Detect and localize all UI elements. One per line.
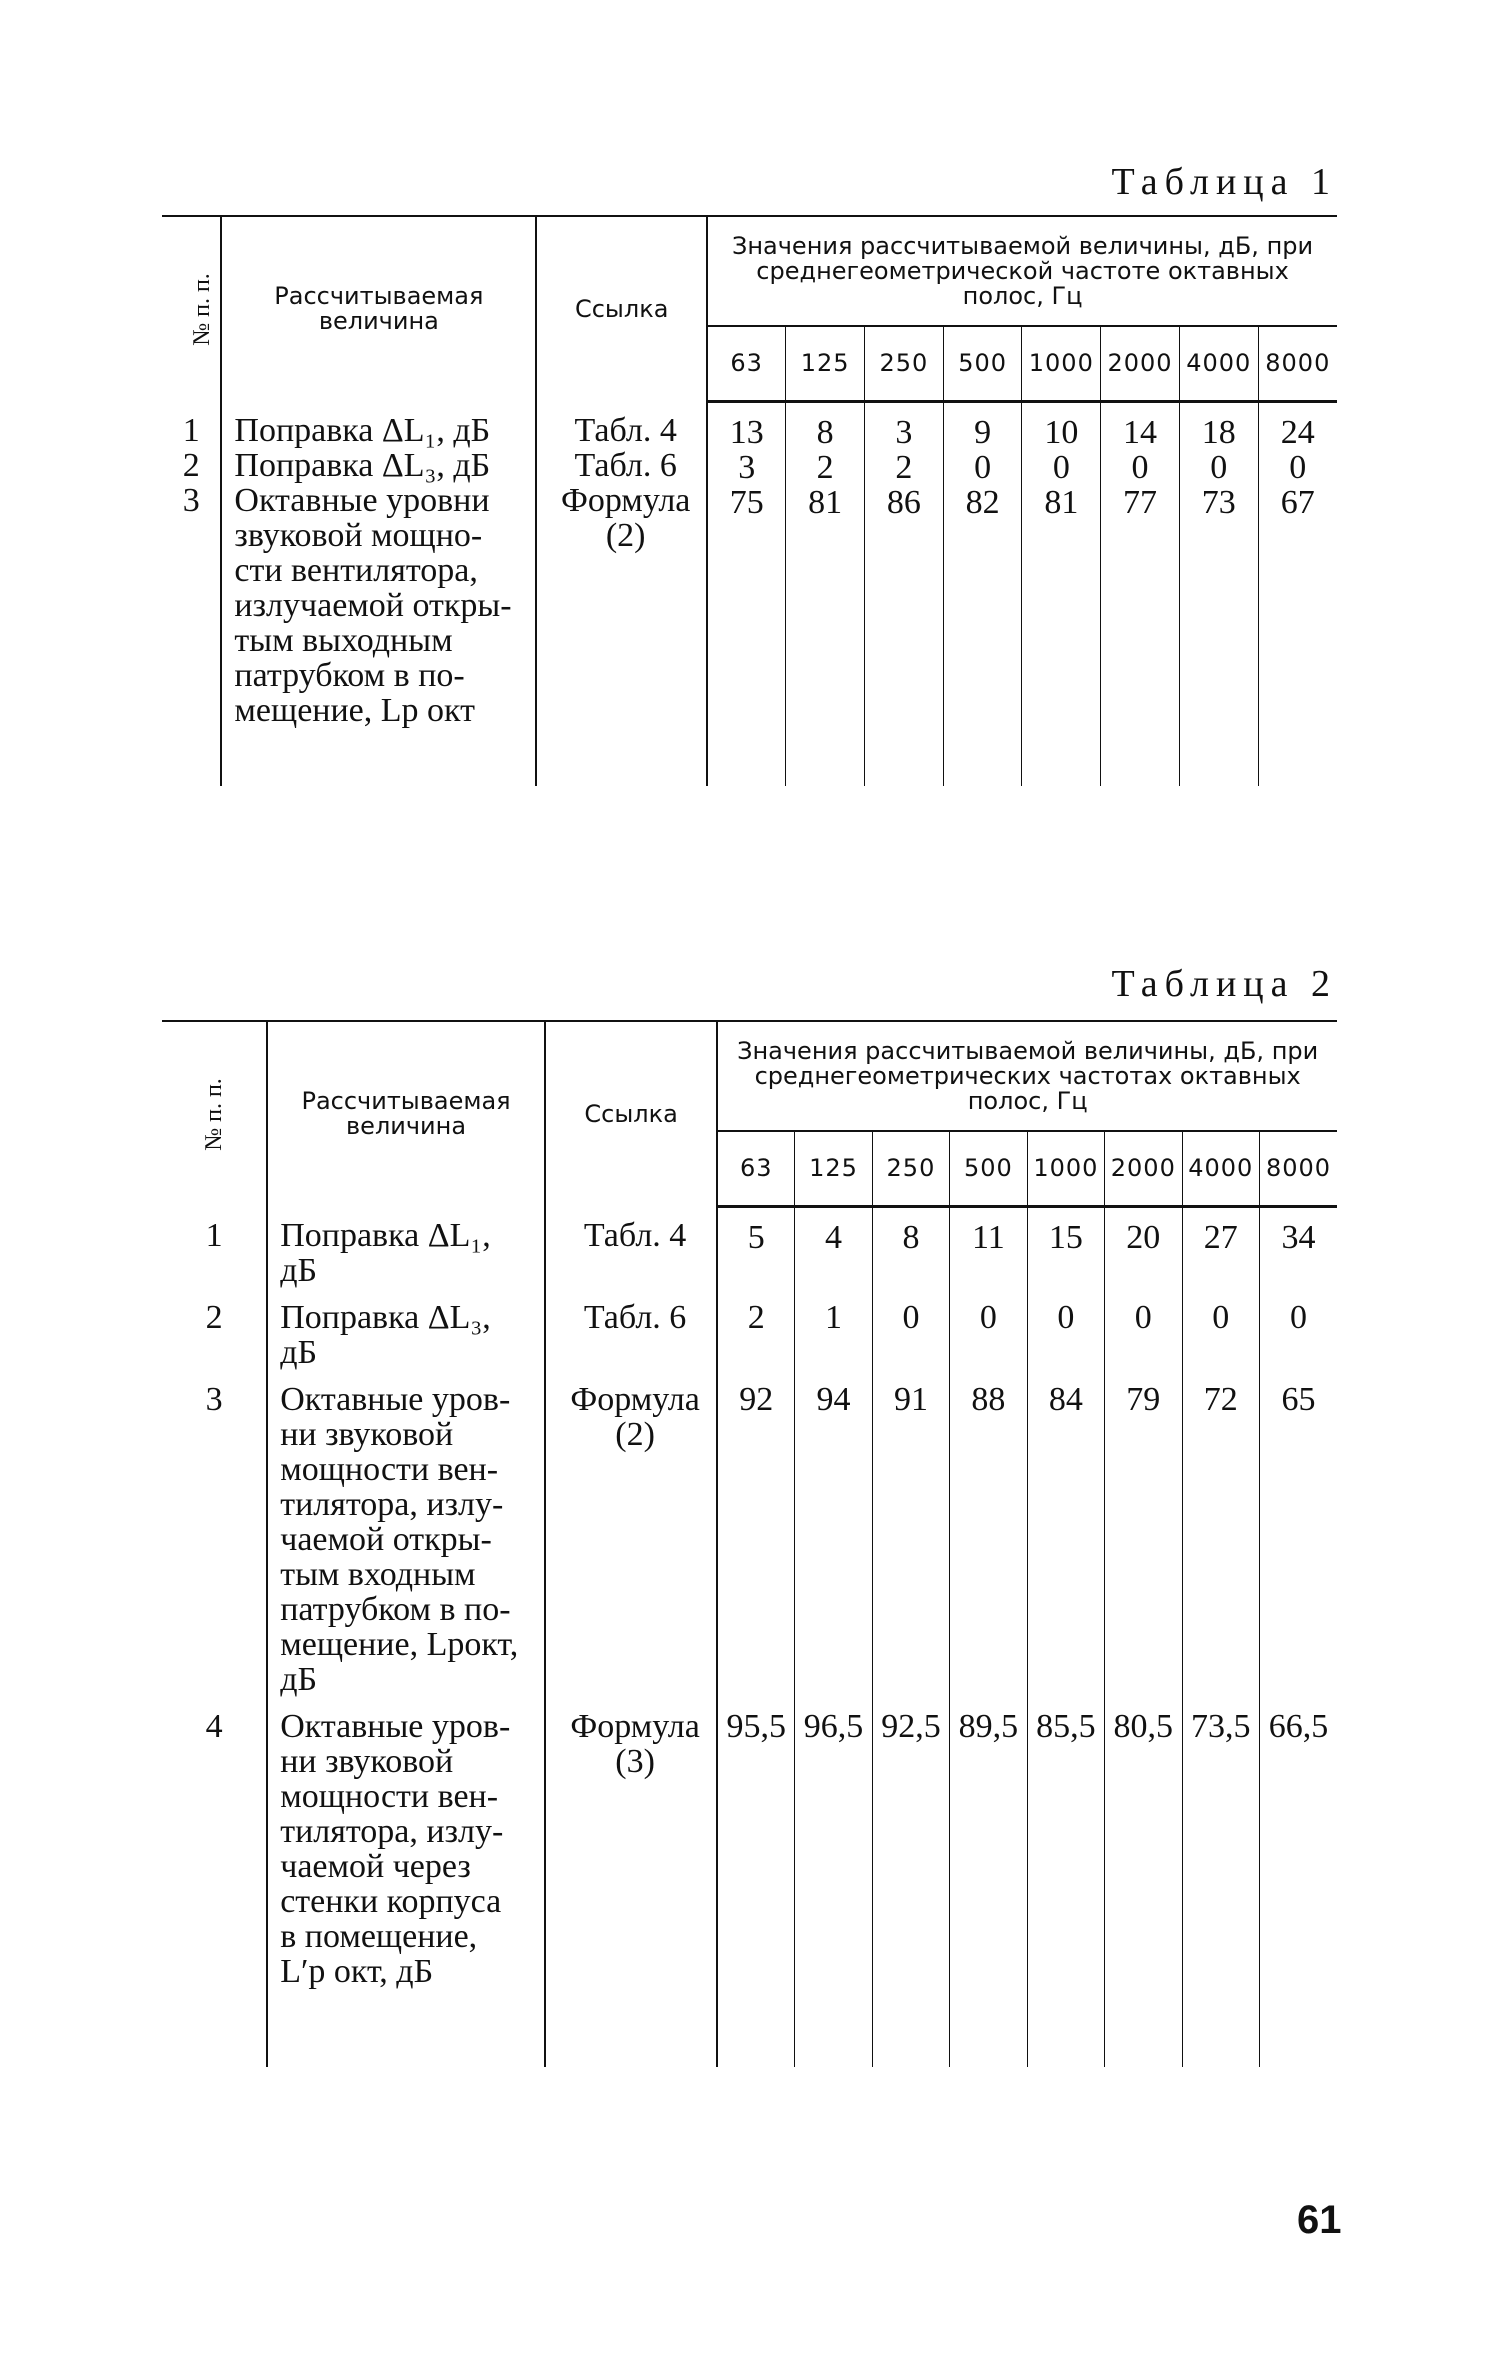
cell-line: мощности вен- <box>280 1451 499 1488</box>
cell-line: 13 <box>729 413 764 451</box>
freq-header: 8000 <box>1259 1131 1337 1206</box>
value-cell-8000: 0 <box>1289 1299 1307 1336</box>
value-cell-4000: 27 <box>1182 1206 1259 1288</box>
cell-line: 8 <box>816 413 834 451</box>
cell-line: дБ <box>280 1334 318 1371</box>
freq-header: 63 <box>707 326 786 401</box>
cell-line: 81 <box>1044 483 1079 521</box>
cell-line: Поправка ΔL₁, дБ <box>234 412 491 449</box>
freq-header: 2000 <box>1101 326 1180 401</box>
table-row <box>162 1206 1337 1288</box>
value-cell-63: 2 <box>717 1288 794 1370</box>
cell-line: 77 <box>1123 483 1158 521</box>
value-cell-63: 95,5 <box>717 1697 794 2067</box>
cell-line: 82 <box>965 483 1000 521</box>
cell-line: патрубком в по- <box>280 1591 511 1628</box>
cell-line: дБ <box>280 1252 318 1289</box>
cell-line: Поправка ΔL₃, <box>280 1299 491 1336</box>
value-cell-1000: 85,5 <box>1027 1697 1104 2067</box>
table-row <box>162 1370 1337 1697</box>
value-cell-8000: 65 <box>1281 1381 1316 1418</box>
value-cell-8000: 34 <box>1281 1218 1316 1256</box>
value-cell-125 <box>786 401 865 786</box>
quantity-column-header: Рассчитываемая величина <box>267 1021 545 1206</box>
cell-line: 73 <box>1201 483 1236 521</box>
cell-line: Табл. 4 <box>583 1217 687 1254</box>
value-cell-8000 <box>1258 401 1337 786</box>
value-cell-500: 89,5 <box>950 1697 1027 2067</box>
cell-line: Октавные уров- <box>280 1381 511 1418</box>
cell-line: Табл. 4 <box>574 412 677 449</box>
cell-line: Октавные уровни <box>234 482 490 519</box>
cell-line: ни звуковой <box>280 1743 454 1780</box>
row-number: 3 <box>182 482 200 519</box>
cell-line: Поправка ΔL₃, дБ <box>234 447 491 484</box>
table-row <box>162 1288 1337 1370</box>
value-cell-1000: 0 <box>1027 1288 1104 1370</box>
cell-line: 0 <box>1131 448 1149 486</box>
value-cell-125: 4 <box>795 1206 872 1288</box>
cell-line: (3) <box>615 1743 655 1780</box>
value-cell-250 <box>865 401 944 786</box>
cell-line: тилятора, излу- <box>280 1813 504 1850</box>
cell-line: Формула <box>560 482 691 519</box>
row-number: 1 <box>182 412 200 449</box>
value-cell-1000 <box>1022 401 1101 786</box>
value-cell-2000: 79 <box>1105 1370 1182 1697</box>
quantity-cell <box>221 401 536 786</box>
value-cell-1000: 84 <box>1027 1370 1104 1697</box>
row-number: 4 <box>162 1697 267 2067</box>
table-1 <box>162 215 1337 786</box>
quantity-cell <box>267 1697 545 2067</box>
page-number: 61 <box>1297 2198 1342 2242</box>
cell-line: (2) <box>605 517 646 554</box>
freq-header: 500 <box>943 326 1022 401</box>
cell-line: 24 <box>1280 413 1315 451</box>
cell-line: излучаемой откры- <box>234 587 512 624</box>
row-number: 2 <box>182 447 200 484</box>
cell-line: Табл. 6 <box>583 1299 687 1336</box>
cell-line: звуковой мощно- <box>234 517 483 554</box>
value-cell-1000: 15 <box>1027 1206 1104 1288</box>
value-cell-250: 91 <box>872 1370 949 1697</box>
quantity-column-header: Рассчитываемая величина <box>221 216 536 401</box>
cell-line: мощности вен- <box>280 1778 499 1815</box>
cell-line: 0 <box>974 448 992 486</box>
freq-header: 4000 <box>1179 326 1258 401</box>
value-cell-250: 8 <box>872 1206 949 1288</box>
cell-line: 86 <box>886 483 921 521</box>
cell-line: патрубком в по- <box>234 657 465 694</box>
cell-line: 75 <box>729 483 764 521</box>
freq-header: 125 <box>795 1131 872 1206</box>
cell-line: мещение, Lр окт <box>234 692 475 729</box>
value-cell-8000: 66,5 <box>1268 1708 1329 1745</box>
cell-line: в помещение, <box>280 1918 478 1955</box>
table-2 <box>162 1020 1337 2067</box>
value-cell-250: 92,5 <box>872 1697 949 2067</box>
value-cell-500: 88 <box>950 1370 1027 1697</box>
reference-column-header: Ссылка <box>545 1021 717 1206</box>
value-cell-63 <box>707 401 786 786</box>
number-column-header: № п. п. <box>162 216 221 401</box>
cell-line: 3 <box>738 448 756 486</box>
cell-line: чаемой откры- <box>280 1521 492 1558</box>
freq-header: 1000 <box>1027 1131 1104 1206</box>
quantity-cell <box>267 1370 545 1697</box>
table-1-caption: Таблица 1 <box>1111 161 1337 203</box>
value-cell-2000: 80,5 <box>1105 1697 1182 2067</box>
cell-line: (2) <box>615 1416 655 1453</box>
row-number: 2 <box>162 1288 267 1370</box>
reference-cell <box>545 1206 717 1288</box>
row-number: 3 <box>162 1370 267 1697</box>
table-2-caption: Таблица 2 <box>1111 963 1337 1005</box>
cell-line: сти вентилятора, <box>234 552 478 589</box>
reference-cell <box>545 1288 717 1370</box>
cell-line: чаемой через <box>280 1848 471 1885</box>
value-cell-4000: 72 <box>1182 1370 1259 1697</box>
reference-cell <box>536 401 707 786</box>
value-cell-2000: 0 <box>1105 1288 1182 1370</box>
cell-line: 0 <box>1289 448 1307 486</box>
cell-line: Октавные уров- <box>280 1708 511 1745</box>
cell-line: 0 <box>1052 448 1070 486</box>
cell-line: стенки корпуса <box>280 1883 502 1920</box>
freq-header: 250 <box>872 1131 949 1206</box>
value-cell-4000: 0 <box>1182 1288 1259 1370</box>
cell-line: 9 <box>974 413 992 451</box>
quantity-cell <box>267 1288 545 1370</box>
quantity-cell <box>267 1206 545 1288</box>
value-cell-63: 5 <box>717 1206 794 1288</box>
freq-header: 1000 <box>1022 326 1101 401</box>
value-cell-4000 <box>1179 401 1258 786</box>
reference-cell <box>545 1697 717 2067</box>
value-cell-63: 92 <box>717 1370 794 1697</box>
value-cell-2000 <box>1101 401 1180 786</box>
cell-line: 81 <box>808 483 843 521</box>
cell-line: дБ <box>280 1661 318 1698</box>
cell-line: Поправка ΔL₁, <box>280 1217 491 1254</box>
number-column-header: № п. п. <box>162 1021 267 1206</box>
row-number: 1 <box>162 1206 267 1288</box>
reference-cell <box>545 1370 717 1697</box>
freq-header: 4000 <box>1182 1131 1259 1206</box>
values-column-group-header: Значения рассчитываемой величины, дБ, при среднегеометрической частоте октавных полос, Гц <box>707 216 1337 326</box>
cell-line: мещение, Lрокт, <box>280 1626 519 1663</box>
cell-line: 2 <box>816 448 834 486</box>
freq-header: 250 <box>865 326 944 401</box>
freq-header: 500 <box>950 1131 1027 1206</box>
value-cell-2000: 20 <box>1105 1206 1182 1288</box>
value-cell-4000: 73,5 <box>1182 1697 1259 2067</box>
cell-line: L′р окт, дБ <box>280 1953 434 1990</box>
freq-header: 8000 <box>1258 326 1337 401</box>
cell-line: тилятора, излу- <box>280 1486 504 1523</box>
values-column-group-header: Значения рассчитываемой величины, дБ, при среднегеометрических частотах октавных полос, Гц <box>717 1021 1337 1131</box>
freq-header: 63 <box>717 1131 794 1206</box>
cell-line: 0 <box>1210 448 1228 486</box>
value-cell-125: 96,5 <box>795 1697 872 2067</box>
cell-line: тым выходным <box>234 622 453 659</box>
value-cell-500 <box>943 401 1022 786</box>
cell-line: 10 <box>1044 413 1079 451</box>
cell-line: 2 <box>895 448 913 486</box>
cell-line: Формула <box>570 1708 700 1745</box>
freq-header: 125 <box>786 326 865 401</box>
value-cell-125: 1 <box>795 1288 872 1370</box>
value-cell-125: 94 <box>795 1370 872 1697</box>
value-cell-250: 0 <box>872 1288 949 1370</box>
reference-column-header: Ссылка <box>536 216 707 401</box>
cell-line: ни звуковой <box>280 1416 454 1453</box>
cell-line: 3 <box>895 413 913 451</box>
table-row <box>162 1697 1337 2067</box>
value-cell-500: 0 <box>950 1288 1027 1370</box>
cell-line: тым входным <box>280 1556 476 1593</box>
value-cell-500: 11 <box>950 1206 1027 1288</box>
cell-line: 67 <box>1280 483 1315 521</box>
freq-header: 2000 <box>1105 1131 1182 1206</box>
cell-line: 14 <box>1123 413 1158 451</box>
cell-line: Формула <box>570 1381 700 1418</box>
cell-line: Табл. 6 <box>574 447 677 484</box>
row-numbers-cell <box>162 401 221 786</box>
cell-line: 18 <box>1201 413 1236 451</box>
